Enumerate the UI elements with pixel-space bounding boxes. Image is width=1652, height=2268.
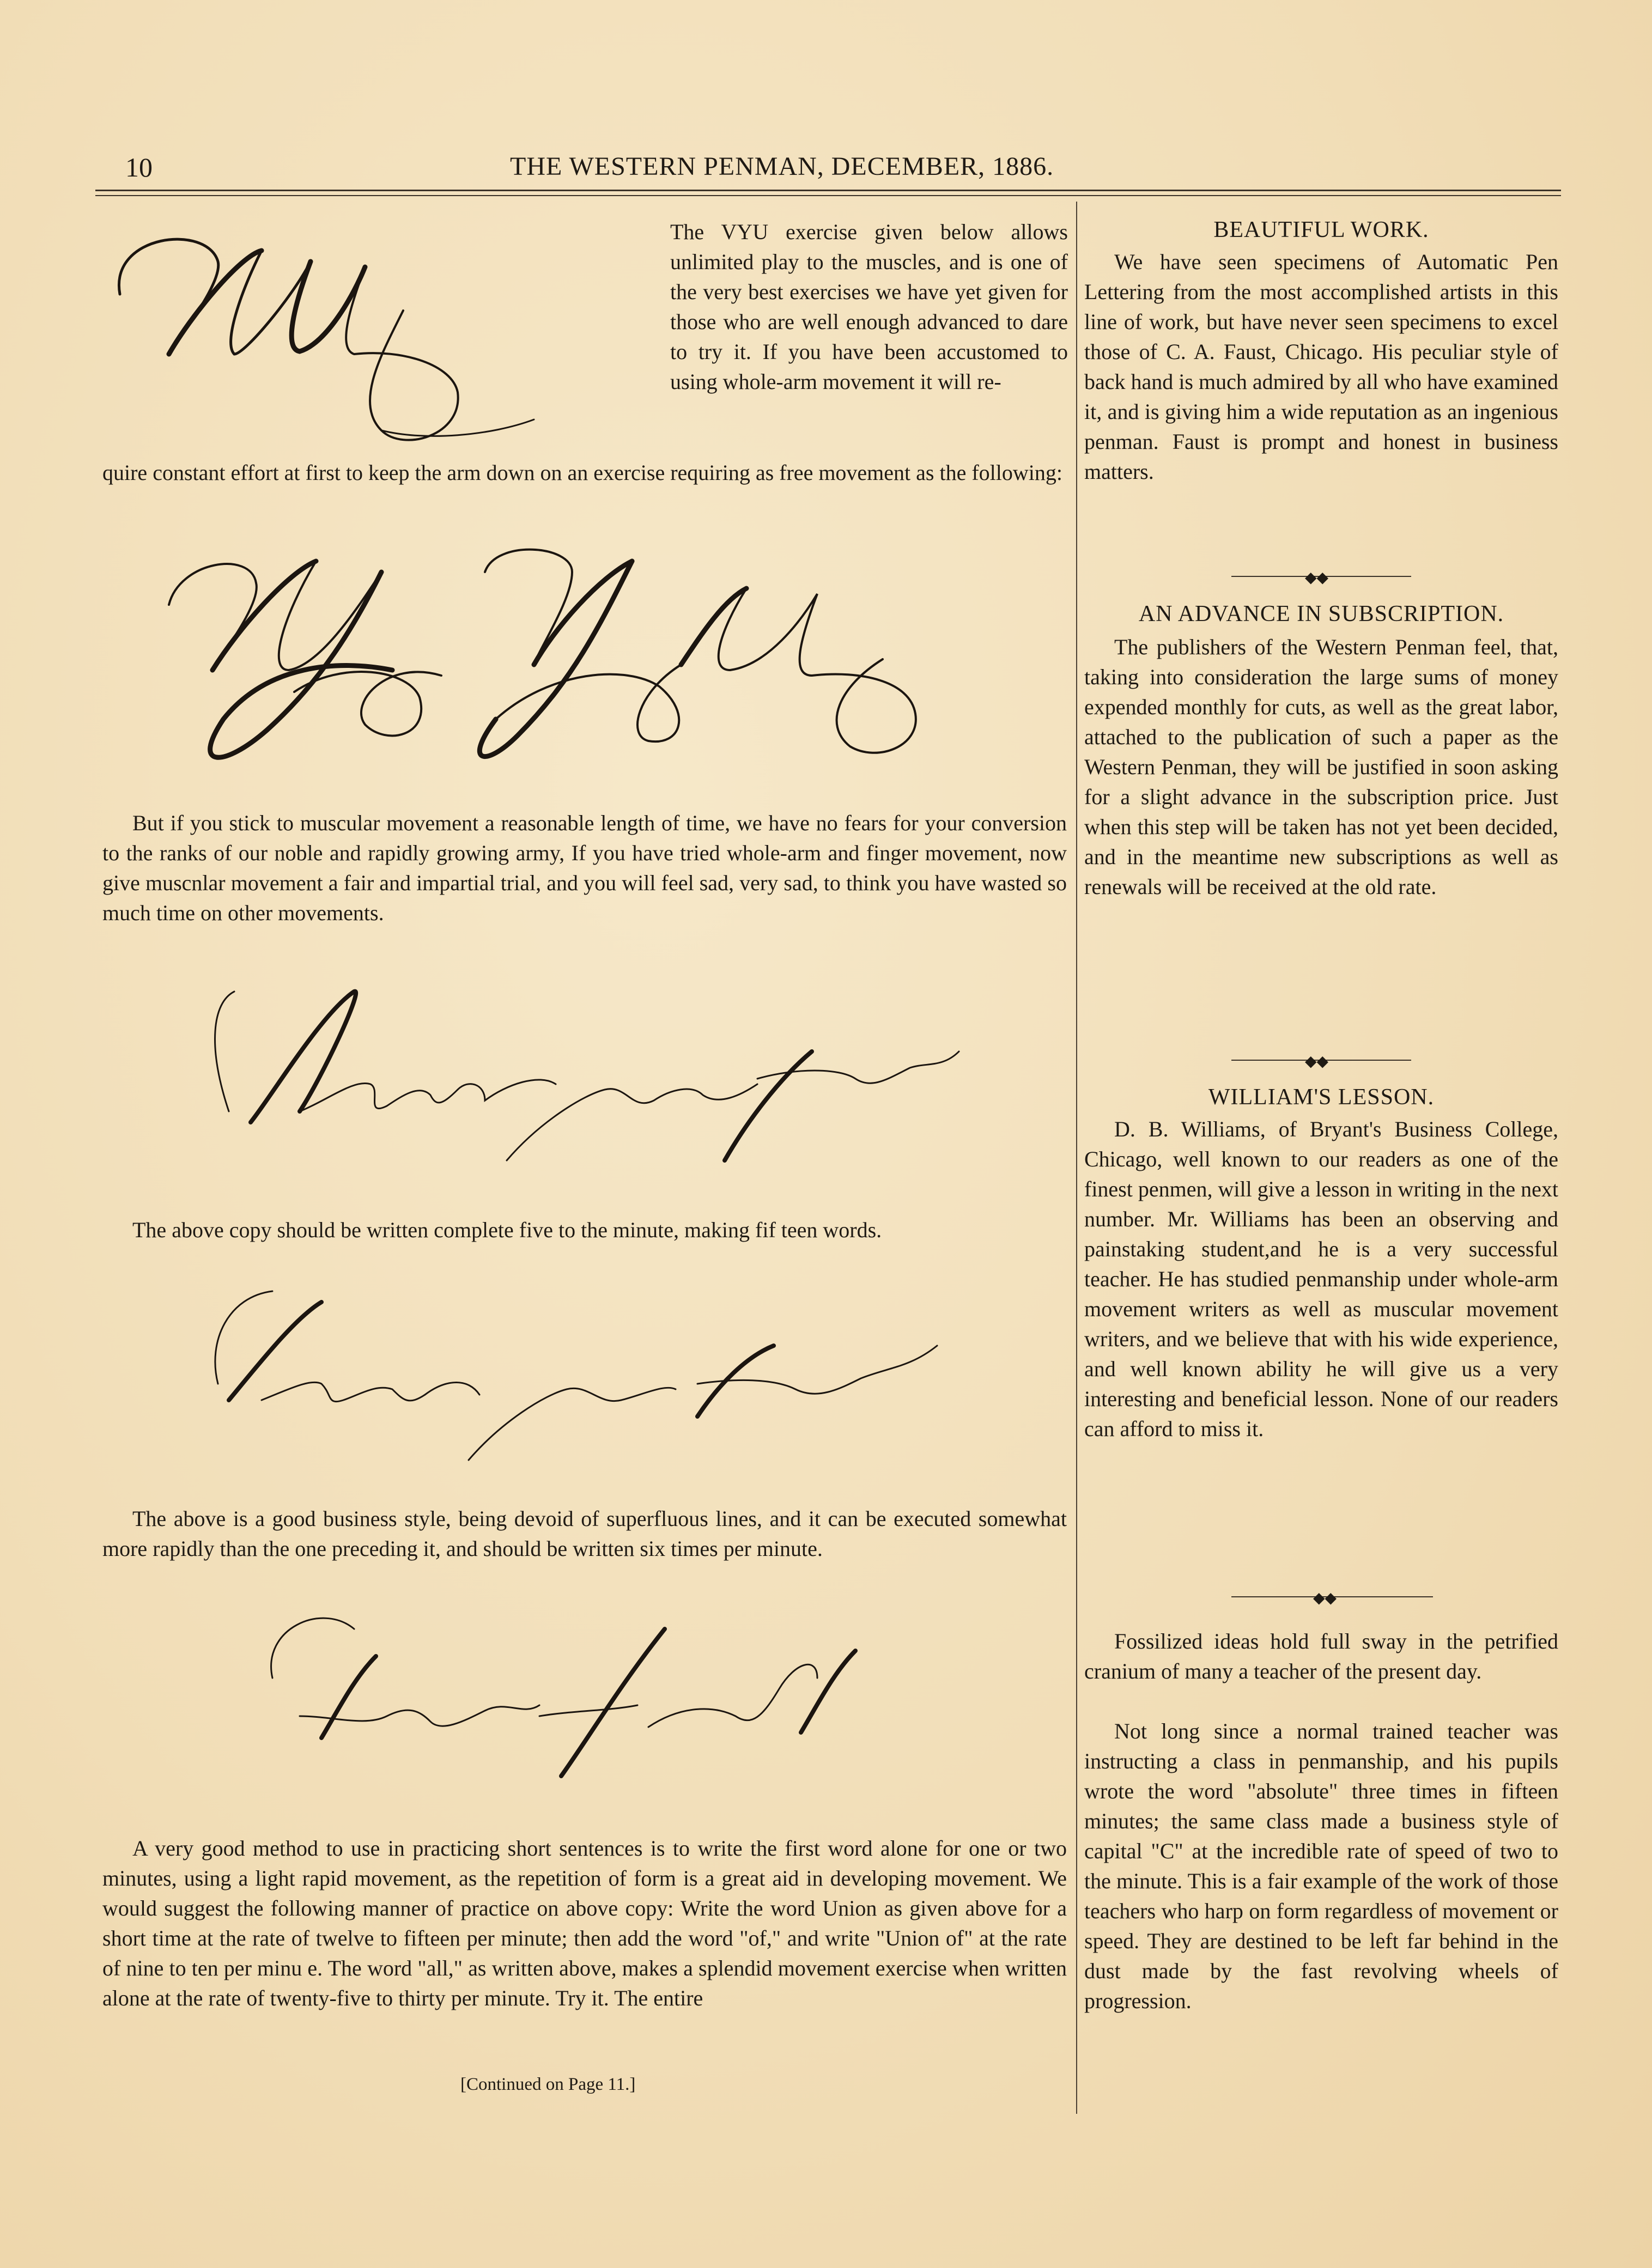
union-of-all-script (256, 1596, 910, 1814)
normal-teacher-paragraph: Not long since a normal trained teacher was instructing a class in penmanship, and his pupils wrote the word "absolute" three times in fifteen minutes; the same class made a business style of capital "C" at the incredible rate of speed of two to the minute. This is a fair example of the work of those teachers who harp on form regardless of movement or speed. They are destined to be left far behind in the dust made by the fast revolving wheels of progression. (1084, 1719, 1558, 2013)
header-rule (95, 190, 1561, 191)
muscular-movement-paragraph: But if you stick to muscular movement a reasonable length of time, we have no fears for your conversion to the ranks of our noble and rapidly growing army, If you have tried whole-arm and finger movement, now give muscnlar movement a fair and impartial trial, and you will feel sad, very sad, to think you have wasted so much time on other movements. (102, 811, 1067, 925)
value-your-time-script-2 (196, 1275, 970, 1493)
copy-note-paragraph: The above copy should be written complete five to the minute, making fif teen words. (132, 1218, 882, 1242)
intro-paragraph-continued: quire constant effort at first to keep the arm down on an exercise requiring as free movement as the following: (102, 460, 1063, 485)
fossilized-ideas-paragraph: Fossilized ideas hold full sway in the petrified cranium of many a teacher of the present day. (1084, 1629, 1558, 1683)
diamond-ornament-icon: ◆◆ (1313, 1590, 1337, 1607)
masthead-title: THE WESTERN PENMAN, DECEMBER, 1886. (510, 152, 1054, 181)
beautiful-work-heading: BEAUTIFUL WORK. (1213, 217, 1429, 242)
column-separator (1076, 202, 1077, 2114)
advance-subscription-heading: AN ADVANCE IN SUBSCRIPTION. (1138, 601, 1504, 627)
vyu-exercise-illustration (158, 539, 1030, 790)
practice-method-paragraph: A very good method to use in practicing short sentences is to write the first word alone for one or two minutes, using a light rapid movement, as the repetition of form is a great aid in developing movement. We would suggest the following manner of practice on above copy: Write the word Union as given above for a short time at the rate of twelve to fifteen per minute; then add the word "of," and write "Union of" at the rate of nine to ten per minu e. The word "all," as written above, makes a splendid movement exercise when written alone at the rate of twenty-five to thirty per minute. Try it. The entire (102, 1836, 1067, 2010)
diamond-ornament-icon: ◆◆ (1305, 1053, 1329, 1070)
intro-paragraph: The VYU exercise given below allows unlimited play to the muscles, and is one of the very best exercises we have yet given for those who are well enough advanced to dare to try it. If you have been accustomed to using whole-arm movement it will re- (670, 220, 1068, 394)
williams-lesson-heading: WILLIAM'S LESSON. (1208, 1085, 1435, 1110)
vyu-script-illustration (98, 212, 665, 458)
advance-subscription-text: The publishers of the Western Penman feel, that, taking into consideration the large sums of money expended monthly for cuts, as well as the great labor, attached to the publication of such a paper as the Western Penman, they will be justified in soon asking for a slight advance in the subscription price. Just when this step will be taken has not yet been decided, and in the meantime new subscriptions as well as renewals will be received at the old rate. (1084, 635, 1558, 899)
williams-lesson-text: D. B. Williams, of Bryant's Business College, Chicago, well known to our readers as one of the finest penmen, will give a lesson in writing in the next number. Mr. Williams has been an observing and painstaking student,and he is a very successful teacher. He has studied penmanship under whole-arm movement writers as well as muscular movement writers, and we believe that with his wide experience, and well known ability he will give us a very interesting and beneficial lesson. None of our readers can afford to miss it. (1084, 1117, 1558, 1441)
page-number: 10 (125, 152, 153, 183)
header-rule-thin (95, 195, 1561, 196)
beautiful-work-text: We have seen specimens of Automatic Pen Lettering from the most accomplished artists in this line of work, but have never seen specimens to excel those of C. A. Faust, Chicago. His peculiar style of back hand is much admired by all who have examined it, and is giving him a wide reputation as an ingenious penman. Faust is prompt and honest in business matters. (1084, 250, 1558, 484)
diamond-ornament-icon: ◆◆ (1305, 569, 1329, 586)
business-style-paragraph: The above is a good business style, being devoid of superfluous lines, and it can be executed somewhat more rapidly than the one preceding it, and should be written six times per minute. (102, 1506, 1067, 1561)
value-your-time-script-1 (202, 970, 975, 1199)
continued-note: [Continued on Page 11.] (460, 2075, 636, 2094)
